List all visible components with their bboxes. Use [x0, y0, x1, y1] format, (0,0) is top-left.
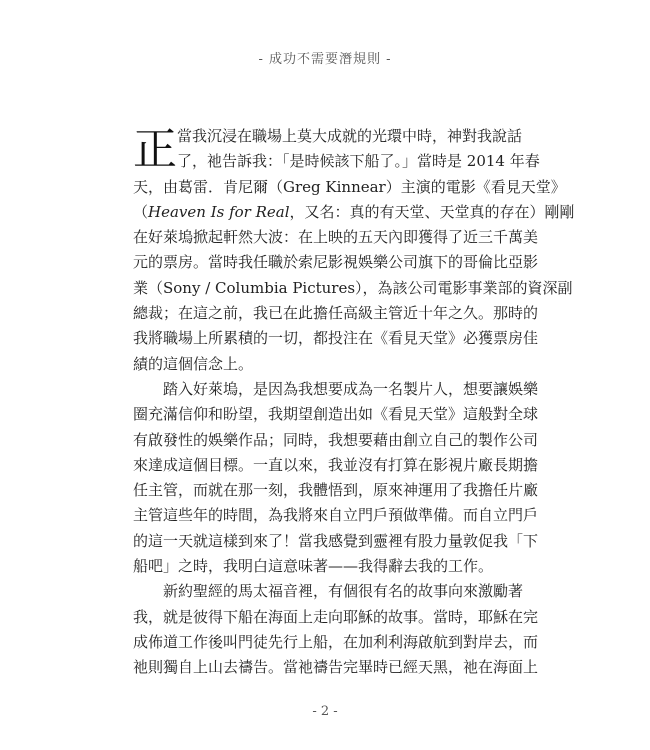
- text-line: 成佈道工作後叫門徒先行上船，在加利利海啟航到對岸去，而: [133, 632, 539, 651]
- text-line: 總裁；在這之前，我已在此擔任高級主管近十年之久。那時的: [133, 304, 539, 323]
- text-line: 我將職場上所累積的一切，都投注在《看見天堂》必獲票房佳: [133, 329, 539, 348]
- text-line: 在好萊塢掀起軒然大波：在上映的五天內即獲得了近三千萬美: [133, 228, 539, 247]
- text-line: 當我沉浸在職場上莫大成就的光環中時，神對我說話: [177, 127, 523, 145]
- text-line: 來達成這個目標。一直以來，我並沒有打算在影視片廠長期擔: [133, 455, 539, 474]
- text-line: 業（Sony / Columbia Pictures），為該公司電影事業部的資深副: [133, 278, 573, 297]
- body-text: [133, 124, 575, 681]
- text-line: 績的這個信念上。: [133, 354, 254, 373]
- text-line: 元的票房。當時我任職於索尼影視娛樂公司旗下的哥倫比亞影: [133, 253, 539, 272]
- text-line: 祂則獨自上山去禱告。當祂禱告完畢時已經天黑，祂在海面上: [133, 658, 539, 677]
- text-line: 新約聖經的馬太福音裡，有個很有名的故事向來激勵著: [163, 582, 524, 601]
- text-line: 了，祂告訴我：「是時候該下船了。」當時是 2014 年春: [177, 152, 540, 171]
- paragraph-2: [133, 377, 539, 579]
- text-line: 有啟發性的娛樂作品；同時，我想要藉由創立自己的製作公司: [133, 430, 539, 449]
- text-line: 的這一天就這樣到來了！當我感覺到靈裡有股力量敦促我「下: [133, 531, 539, 550]
- page-number: - 2 -: [312, 704, 338, 719]
- text-line: 任主管，而就在那一刻，我體悟到，原來神運用了我擔任片廠: [133, 481, 539, 500]
- text-line: 天，由葛雷．肯尼爾（Greg Kinnear）主演的電影《看見天堂》: [133, 177, 566, 196]
- paragraph-3: [133, 579, 539, 680]
- text-line: 我，就是彼得下船在海面上走向耶穌的故事。當時，耶穌在完: [133, 607, 539, 626]
- text-line: 圈充滿信仰和盼望，我期望創造出如《看見天堂》這般對全球: [133, 405, 539, 424]
- text-line: （Heaven Is for Real，又名：真的有天堂、天堂真的存在）剛剛: [133, 202, 575, 221]
- text-line: 踏入好萊塢，是因為我想要成為一名製片人，想要讓娛樂: [163, 379, 539, 398]
- running-head: - 成功不需要潛規則 -: [258, 52, 392, 67]
- film-title-italic: Heaven Is for Real: [148, 202, 290, 221]
- text-line: 船吧」之時，我明白這意味著——我得辭去我的工作。: [133, 557, 494, 576]
- text-line: 主管這些年的時間，為我將來自立門戶預做準備。而自立門戶: [133, 506, 539, 525]
- drop-cap: 正: [133, 124, 177, 175]
- paragraph-1: [133, 124, 575, 377]
